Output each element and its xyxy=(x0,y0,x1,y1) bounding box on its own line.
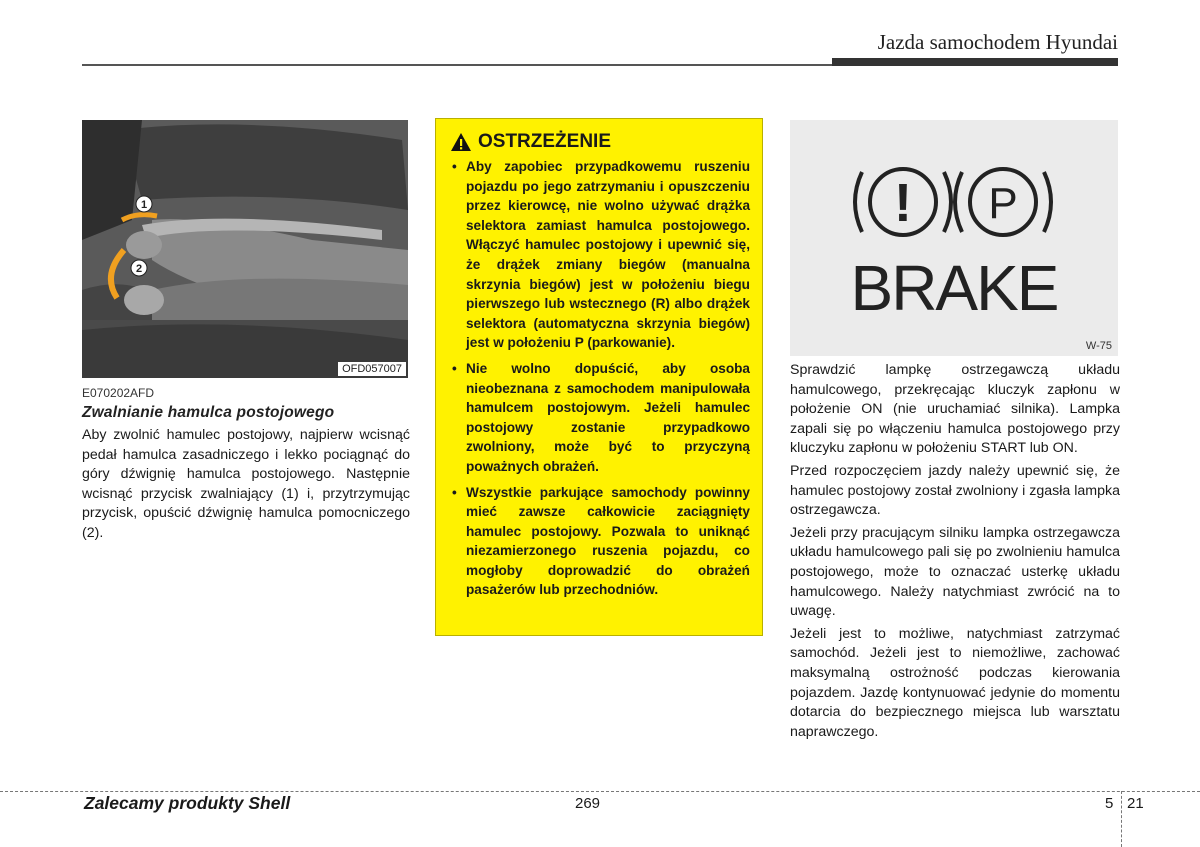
section-body: Aby zwolnić hamulec postojowy, najpierw wcisnąć pedał hamulca zasadniczego i lekko pociągnąć do góry dźwignię hamulca postojowego. Następnie wcisnąć przycisk zwalniający (1) i, przytrzymując przycisk, opuścić dźwignię hamulca pomocniczego (2). xyxy=(82,427,410,541)
warning-title xyxy=(450,131,750,153)
warning-title-text: OSTRZEŻENIE xyxy=(478,131,612,152)
brake-label: BRAKE xyxy=(850,252,1058,324)
callout-1: 1 xyxy=(140,199,148,211)
parking-brake-icon: P xyxy=(988,179,1018,228)
photo-code: OFD057007 xyxy=(338,362,406,376)
warning-item-text: Nie wolno dopuścić, aby osoba nieobeznana z samochodem manipulowała hamulcem postojowym. Jeżeli hamulec postojowy zostanie przypadkowo zwolniony, może być to przyczyną poważnych obrażeń. xyxy=(466,360,750,474)
section-code: E070202AFD xyxy=(82,386,155,400)
left-column xyxy=(82,386,410,544)
warning-list xyxy=(450,157,750,600)
warning-item: • Aby zapobiec przypadkowemu ruszeniu pojazdu po jego zatrzymaniu i opuszczeniu przez kierowcę, nie wolno używać drążka selektora zamiast hamulca postojowego. Włączyć hamulec postojowy i upewnić się, że drążek zmiany biegów (manualna skrzynia biegów) jest w położeniu biegu pierwszego lub wstecznego (R) albo drążek selektora (automatyczna skrzynia biegów) jest w położeniu P (parkowanie). xyxy=(452,159,750,351)
warning-item-text: Wszystkie parkujące samochody powinny mieć zawsze całkowicie zaciągnięty hamulec postojowy. Pozwala to uniknąć niezamierzonego ruszenia pojazdu, co mogłoby doprowadzić do obrażeń pasażerów lub przechodniów. xyxy=(466,484,750,598)
section-heading: Zwalnianie hamulca postojowego xyxy=(82,404,335,421)
warning-item-text: Aby zapobiec przypadkowemu ruszeniu pojazdu po jego zatrzymaniu i opuszczeniu przez kierowcę, nie wolno używać drążka selektora zamiast hamulca postojowego. Włączyć hamulec postojowy i upewnić się, że drążek zmiany biegów (manualna skrzynia biegów) jest w położeniu biegu pierwszego lub wstecznego (R) albo drążek selektora (automatyczna skrzynia biegów) jest w położeniu P (parkowanie). xyxy=(466,159,750,351)
brake-figure-code: W-75 xyxy=(1085,340,1112,352)
header-bar xyxy=(832,58,1118,66)
footer-chapter-page: 21 xyxy=(1127,795,1144,812)
paragraph: Sprawdzić lampkę ostrzegawczą układu hamulcowego, przekręcając kluczyk zapłonu w położenie ON (nie uruchamiać silnika). Lampka zapali się po włączeniu hamulca postojowego przy kluczyku zapłonu w położeniu START lub ON. xyxy=(790,362,1120,457)
page-header-title: Jazda samochodem Hyundai xyxy=(877,30,1118,54)
paragraph: Przed rozpoczęciem jazdy należy upewnić się, że hamulec postojowy został zwolniony i zgasła lampka ostrzegawcza. xyxy=(790,462,1120,519)
warning-item: • Wszystkie parkujące samochody powinny mieć zawsze całkowicie zaciągnięty hamulec postojowy. Pozwala to uniknąć niezamierzonego ruszenia pojazdu, co mogłoby doprowadzić do obrażeń pasażerów lub przechodniów. xyxy=(452,484,750,598)
footer-page-number: 269 xyxy=(575,795,601,812)
brake-warning-icon: ! xyxy=(894,173,912,233)
parking-brake-photo xyxy=(82,120,408,378)
warning-box xyxy=(435,118,763,636)
footer-brand: Zalecamy produkty Shell xyxy=(84,793,291,813)
brake-indicator-figure xyxy=(790,120,1118,356)
footer-divider xyxy=(0,791,1200,792)
callout-2: 2 xyxy=(135,263,143,275)
footer-vertical-divider xyxy=(1121,791,1122,847)
paragraph: Jeżeli jest to możliwe, natychmiast zatrzymać samochód. Jeżeli jest to niemożliwe, zachować maksymalną ostrożność podczas kierowania pojazdem. Jazdę kontynuować jedynie do momentu dotarcia do bezpiecznego miejsca lub warsztatu naprawczego. xyxy=(790,625,1120,740)
warning-item: • Nie wolno dopuścić, aby osoba nieobeznana z samochodem manipulowała hamulcem postojowym. Jeżeli hamulec postojowy zostanie przypadkowo zwolniony, może być to przyczyną poważnych obrażeń. xyxy=(452,360,750,474)
right-column xyxy=(790,361,1120,745)
footer-chapter: 5 xyxy=(1105,795,1114,812)
paragraph: Jeżeli przy pracującym silniku lampka ostrzegawcza układu hamulcowego pali się po zwolnieniu hamulca postojowego, może to oznaczać usterkę układu hamulcowego. Należy natychmiast zwrócić na to uwagę. xyxy=(790,524,1120,620)
warning-triangle-icon xyxy=(450,132,472,152)
